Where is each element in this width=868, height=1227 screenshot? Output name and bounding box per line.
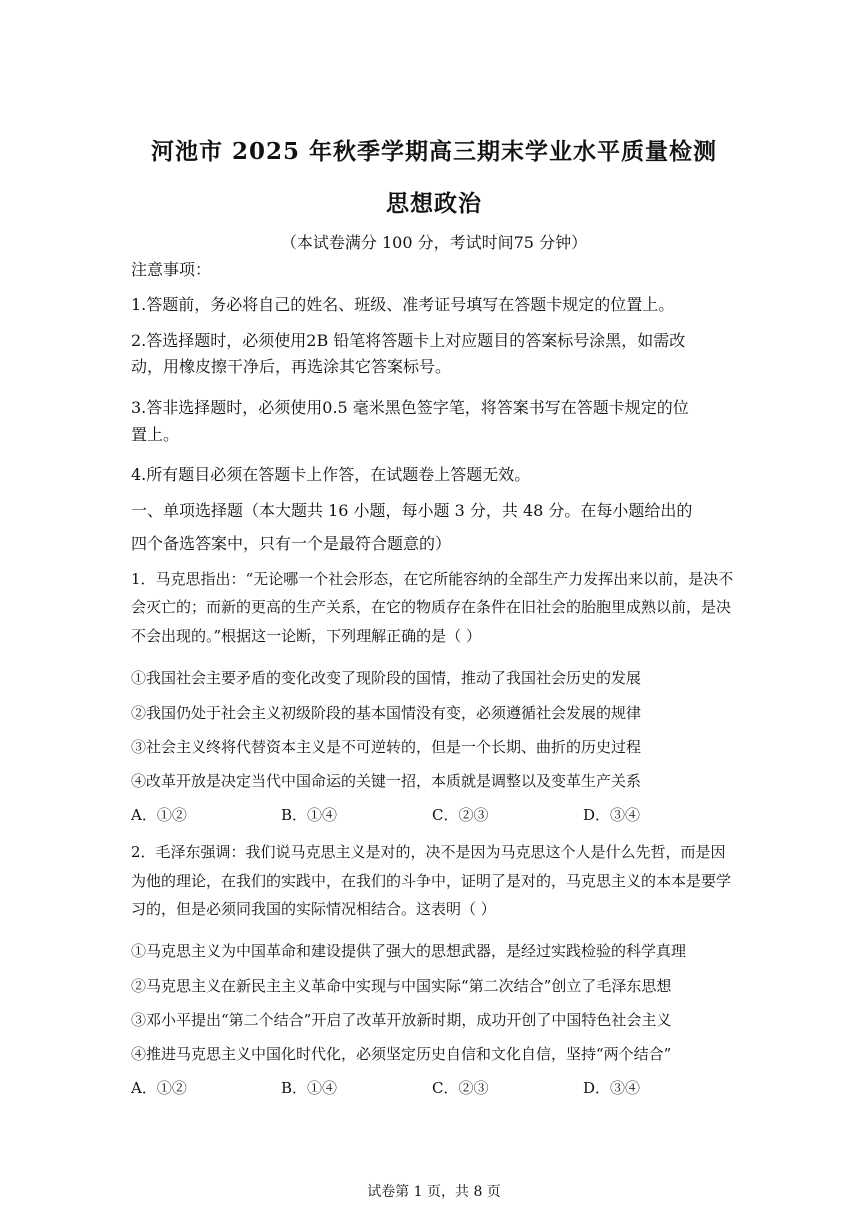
q1-option-c: C．②③: [432, 806, 489, 824]
notice-heading: 注意事项：: [131, 260, 212, 279]
exam-subject: 思想政治: [386, 190, 482, 217]
q2-statement: ④推进马克思主义中国化时代化，必须坚定历史自信和文化自信，坚持“两个结合”: [131, 1045, 672, 1063]
section-heading: 一、单项选择题（本大题共 16 小题，每小题 3 分，共 48 分。在每小题给出的: [131, 501, 693, 520]
q2-option-b: B．①④: [281, 1079, 338, 1097]
q1-statement: ②我国仍处于社会主义初级阶段的基本国情没有变，必须遵循社会发展的规律: [131, 704, 642, 722]
q2-stem-line: 为他的理论，在我们的实践中，在我们的斗争中，证明了是对的，马克思主义的本本是要学: [131, 872, 732, 890]
notice-item-3-cont: 置上。: [131, 425, 180, 444]
notice-item-4: 4.所有题目必须在答题卡上作答，在试题卷上答题无效。: [131, 465, 531, 484]
q2-option-c: C．②③: [432, 1079, 489, 1097]
notice-item-1: 1.答题前，务必将自己的姓名、班级、准考证号填写在答题卡规定的位置上。: [131, 295, 675, 314]
q1-statement: ①我国社会主要矛盾的变化改变了现阶段的国情，推动了我国社会历史的发展: [131, 669, 642, 687]
q1-stem-line: 1．马克思指出：“无论哪一个社会形态，在它所能容纳的全部生产力发挥出来以前，是决不: [131, 570, 734, 588]
notice-item-2-cont: 动，用橡皮擦干净后，再选涂其它答案标号。: [131, 357, 452, 376]
q2-option-d: D．③④: [583, 1079, 641, 1097]
q2-stem-line: 2．毛泽东强调：我们说马克思主义是对的，决不是因为马克思这个人是什么先哲，而是因: [131, 843, 726, 861]
q2-statement: ③邓小平提出“第二个结合”开启了改革开放新时期，成功开创了中国特色社会主义: [131, 1011, 672, 1029]
notice-item-2: 2.答选择题时，必须使用2B 铅笔将答题卡上对应题目的答案标号涂黑，如需改: [131, 331, 686, 350]
q1-statement: ④改革开放是决定当代中国命运的关键一招，本质就是调整以及变革生产关系: [131, 772, 642, 790]
q1-option-d: D．③④: [583, 806, 641, 824]
q1-option-a: A．①②: [131, 806, 187, 824]
q1-stem-line: 不会出现的。”根据这一论断，下列理解正确的是（ ）: [131, 627, 481, 645]
exam-meta: （本试卷满分 100 分，考试时间75 分钟）: [280, 233, 588, 252]
section-heading-cont: 四个备选答案中，只有一个是最符合题意的）: [131, 534, 452, 553]
q1-option-b: B．①④: [281, 806, 338, 824]
q2-option-a: A．①②: [131, 1079, 187, 1097]
q1-stem-line: 会灭亡的；而新的更高的生产关系，在它的物质存在条件在旧社会的胎胞里成熟以前，是决: [131, 598, 732, 616]
q2-statement: ①马克思主义为中国革命和建设提供了强大的思想武器，是经过实践检验的科学真理: [131, 942, 687, 960]
q2-stem-line: 习的，但是必须同我国的实际情况相结合。这表明（ ）: [131, 900, 496, 918]
q1-statement: ③社会主义终将代替资本主义是不可逆转的，但是一个长期、曲折的历史过程: [131, 738, 642, 756]
q2-statement: ②马克思主义在新民主主义革命中实现与中国实际“第二次结合”创立了毛泽东思想: [131, 977, 672, 995]
page-footer: 试卷第 1 页，共 8 页: [367, 1184, 501, 1200]
notice-item-3: 3.答非选择题时，必须使用0.5 毫米黑色签字笔，将答案书写在答题卡规定的位: [131, 398, 689, 417]
exam-title: 河池市 2025 年秋季学期高三期末学业水平质量检测: [150, 138, 718, 165]
